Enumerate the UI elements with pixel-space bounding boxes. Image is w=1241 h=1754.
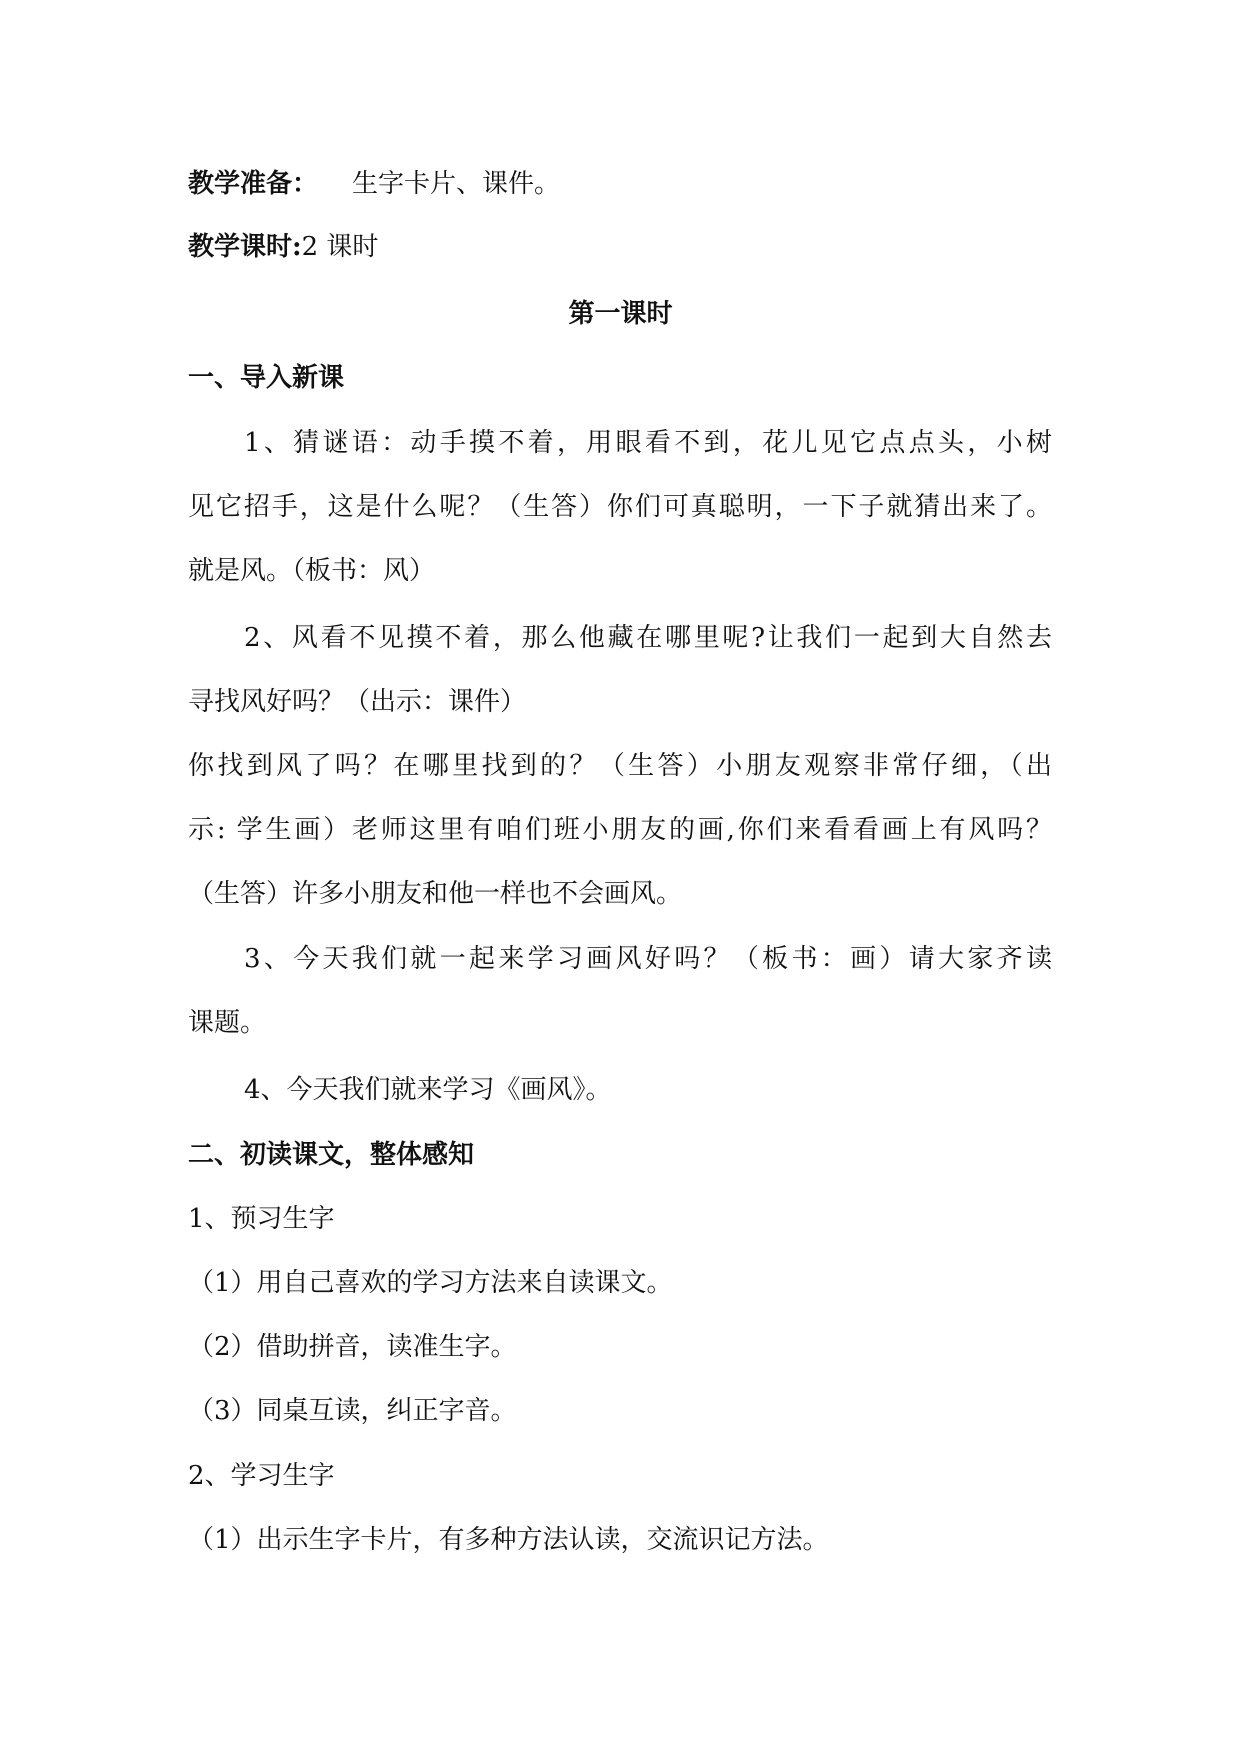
teaching-hours-line <box>188 229 378 265</box>
list-item: 2、学习生字 <box>188 1461 335 1491</box>
paragraph-line: （生答）许多小朋友和他一样也不会画风。 <box>188 879 683 909</box>
paragraph-line: 2、风看不见摸不着，那么他藏在哪里呢?让我们一起到大自然去 <box>244 623 1052 653</box>
paragraph-line: 1、猜谜语：动手摸不着，用眼看不到，花儿见它点点头，小树 <box>244 428 1052 458</box>
paragraph-line: 就是风。（板书：风） <box>188 556 436 586</box>
list-item: （1）用自己喜欢的学习方法来自读课文。 <box>188 1268 673 1298</box>
list-item: （1）出示生字卡片，有多种方法认读，交流识记方法。 <box>188 1525 829 1555</box>
paragraph-line: 寻找风好吗？（出示：课件） <box>188 687 527 717</box>
teaching-prep-value: 生字卡片、课件。 <box>352 169 561 199</box>
paragraph-line: 3、今天我们就一起来学习画风好吗？（板书：画）请大家齐读 <box>244 944 1052 974</box>
paragraph-line: 课题。 <box>188 1008 267 1038</box>
section-heading-first-reading: 二、初读课文，整体感知 <box>188 1140 475 1170</box>
section-heading-intro: 一、导入新课 <box>188 363 345 393</box>
list-item: 1、预习生字 <box>188 1204 335 1234</box>
list-item: （3）同桌互读，纠正字音。 <box>188 1396 517 1426</box>
paragraph-line: 见它招手，这是什么呢？（生答）你们可真聪明，一下子就猜出来了。 <box>188 492 1052 522</box>
teaching-hours-label: 教学课时: <box>188 232 302 262</box>
list-item: （2）借助拼音，读准生字。 <box>188 1332 517 1362</box>
teaching-prep-line <box>188 166 560 202</box>
lesson-title: 第一课时 <box>568 299 673 329</box>
teaching-prep-label: 教学准备： <box>188 169 319 199</box>
teaching-hours-value: 2 课时 <box>301 232 379 262</box>
paragraph-line: 4、今天我们就来学习《画风》。 <box>244 1075 612 1105</box>
paragraph-line: 你找到风了吗？在哪里找到的？（生答）小朋友观察非常仔细，（出 <box>188 751 1052 781</box>
paragraph-line: 示: 学生画）老师这里有咱们班小朋友的画,你们来看看画上有风吗？ <box>188 815 1052 845</box>
